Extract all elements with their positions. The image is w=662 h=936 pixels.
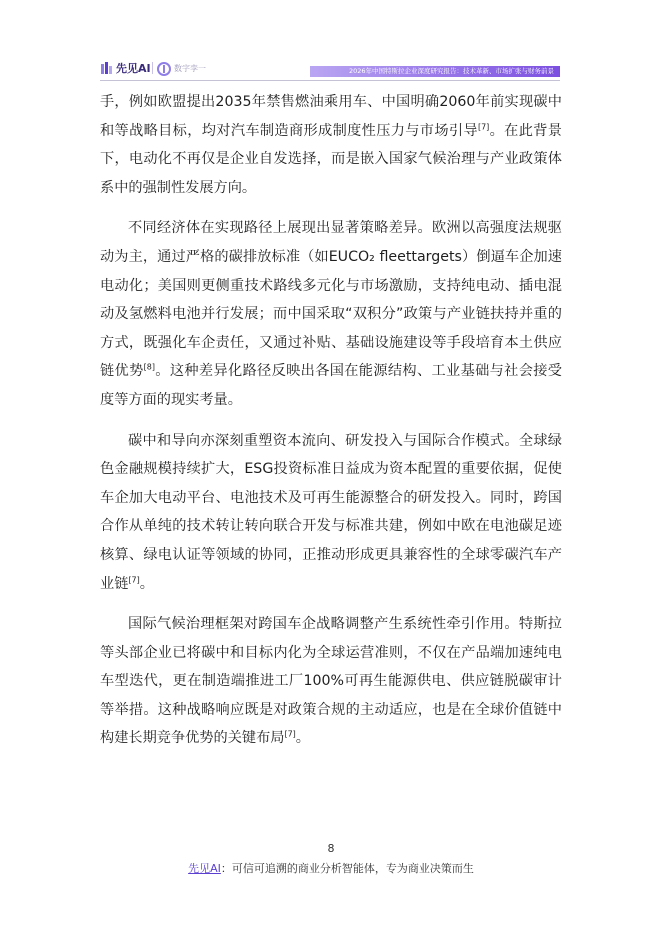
paragraph-text: 。 xyxy=(139,575,154,592)
partner-logo xyxy=(157,60,206,76)
page-header xyxy=(100,58,560,80)
paragraph-text: 国际气候治理框架对跨国车企战略调整产生系统性牵引作用。特斯拉等头部企业已将碳中和目标内化为全球运营准则，不仅在产品端加速纯电车型迭代，更在制造端推进工厂100%可再生能源供电、供应链脱碳审计等举措。这种战略响应既是对政策合规的主动适应，也是在全球价值链中构建长期竞争优势的关键布局 xyxy=(100,616,562,747)
body-paragraph xyxy=(100,214,562,414)
body-paragraph xyxy=(100,610,562,753)
brand-logo-icon xyxy=(100,61,114,75)
body-paragraph xyxy=(100,88,562,202)
paragraph-text: 。 xyxy=(295,730,310,747)
citation-ref[interactable]: [7] xyxy=(477,121,490,131)
brand-logo xyxy=(100,60,151,76)
citation-ref[interactable]: [7] xyxy=(128,574,140,584)
report-title-banner: 2026年中国特斯拉企业深度研究报告：技术革新、市场扩张与财务前景 xyxy=(310,66,560,77)
body-paragraph xyxy=(100,427,562,599)
paragraph-text: 。这种差异化路径反映出各国在能源结构、工业基础与社会接受度等方面的现实考量。 xyxy=(100,363,562,408)
partner-logo-text: 数字孪一 xyxy=(174,63,206,73)
citation-ref[interactable]: [7] xyxy=(284,729,296,739)
citation-ref[interactable]: [8] xyxy=(143,362,155,372)
header-divider xyxy=(152,62,153,74)
partner-logo-icon xyxy=(157,61,171,75)
page-footer xyxy=(0,860,662,876)
footer-tagline: ：可信可追溯的商业分析智能体，专为商业决策而生 xyxy=(220,862,474,875)
paragraph-text: 。在此背景下，电动化不再仅是企业自发选择，而是嵌入国家气候治理与产业政策体系中的强制性发展方向。 xyxy=(100,122,562,196)
paragraph-text: 碳中和导向亦深刻重塑资本流向、研发投入与国际合作模式。全球绿色金融规模持续扩大，ESG投资标准日益成为资本配置的重要依据，促使车企加大电动平台、电池技术及可再生能源整合的研发投入。同时，跨国合作从单纯的技术转让转向联合开发与标准共建，例如中欧在电池碳足迹核算、绿电认证等领域的协同，正推动形成更具兼容性的全球零碳汽车产业链 xyxy=(100,432,562,592)
header-rule xyxy=(100,80,560,81)
document-body xyxy=(100,88,562,765)
paragraph-text: 手，例如欧盟提出2035年禁售燃油乘用车、中国明确2060年前实现碳中和等战略目标，均对汽车制造商形成制度性压力与市场引导 xyxy=(100,94,562,139)
footer-brand-link[interactable]: 先见AI xyxy=(188,862,221,875)
page-number: 8 xyxy=(327,842,335,855)
paragraph-text: 不同经济体在实现路径上展现出显著策略差异。欧洲以高强度法规驱动为主，通过严格的碳排放标准（如EUCO₂ fleettargets）倒逼车企加速电动化；美国则更侧重技术路线多元化与市场激励，支持纯电动、插电混动及氢燃料电池并行发展；而中国采取“双积分”政策与产业链扶持并重的方式，既强化车企责任，又通过补贴、基础设施建设等手段培育本土供应链优势 xyxy=(100,220,562,380)
brand-logo-text: 先见AI xyxy=(116,62,151,75)
